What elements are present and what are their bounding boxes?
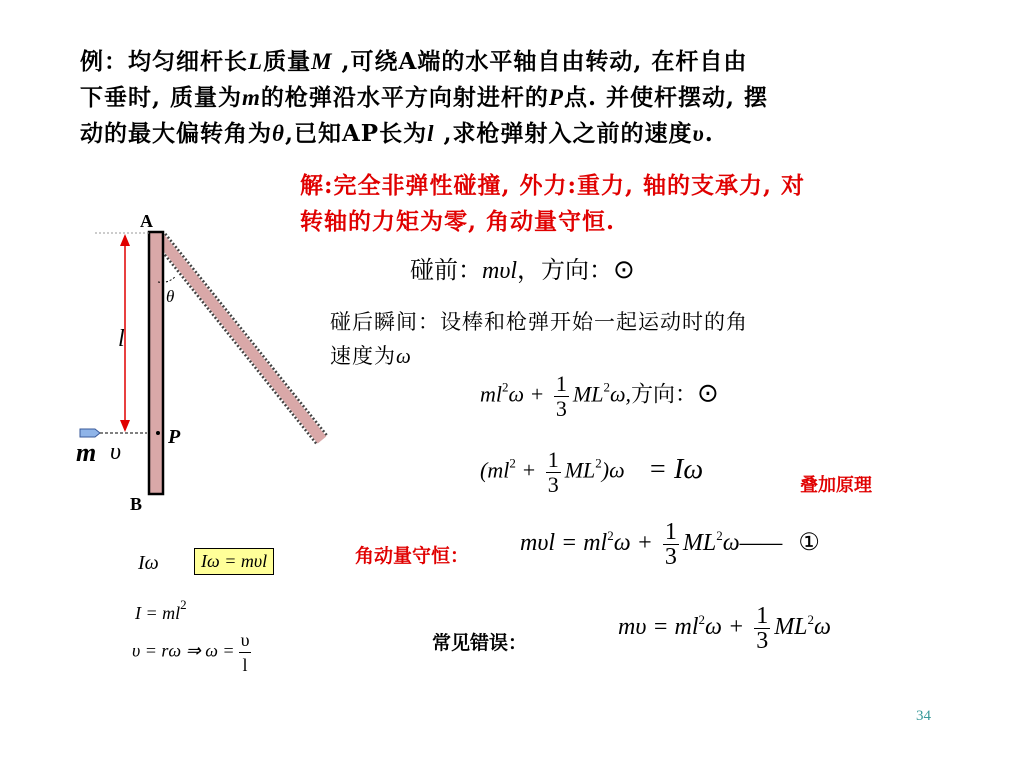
term: υ = rω ⇒ ω =: [132, 640, 235, 661]
term: ω +: [613, 530, 653, 557]
operator: +: [521, 457, 537, 483]
side-note-iw: Iω: [138, 552, 159, 574]
denominator: 3: [547, 472, 559, 497]
term: ml: [480, 381, 502, 407]
direction-label: 方向：: [631, 381, 698, 407]
label-A: A: [140, 211, 153, 231]
numerator: 1: [664, 519, 677, 545]
arrow-up-icon: [120, 234, 130, 246]
label-P: P: [168, 426, 181, 448]
out-of-page-icon: ⊙: [697, 378, 719, 408]
var-l: l: [427, 121, 435, 146]
after-line-1: 碰后瞬间：设棒和枪弹开始一起运动时的角: [330, 310, 748, 334]
text: 下垂时, 质量为: [80, 84, 243, 111]
var-P: P: [548, 85, 564, 110]
bullet-icon: [80, 429, 100, 437]
numerator: 1: [547, 447, 559, 472]
exponent: 2: [603, 379, 610, 395]
text: 例：均匀细杆长: [80, 48, 248, 75]
numerator: 1: [555, 371, 567, 396]
exponent: 2: [502, 379, 509, 395]
before-label: 碰前：: [410, 258, 482, 284]
var-L: L: [248, 49, 264, 74]
term: (ml: [480, 457, 510, 483]
term: ML: [774, 614, 808, 641]
out-of-page-icon: ⊙: [613, 255, 635, 284]
term: ω,: [609, 381, 631, 407]
var-omega: ω: [396, 344, 412, 368]
exponent: 2: [716, 528, 723, 544]
text: 速度为: [330, 344, 396, 368]
exponent: 2: [180, 597, 187, 612]
term: ω——: [722, 530, 783, 557]
var-M: M: [311, 49, 333, 74]
exponent: 2: [698, 612, 706, 628]
before-expr: mυl: [482, 258, 518, 284]
term: ML: [564, 457, 596, 483]
text: .: [704, 120, 714, 147]
text: ,已知AP长为: [284, 120, 428, 147]
text: 质量: [263, 48, 312, 75]
term: ω: [814, 614, 831, 641]
term: mυ = ml: [618, 614, 699, 641]
swung-rod: [160, 238, 322, 440]
solution-line-1: 解:完全非弹性碰撞, 外力:重力, 轴的支承力, 对: [300, 172, 806, 199]
conservation-label: 角动量守恒：: [355, 545, 470, 567]
label-m: m: [76, 438, 97, 467]
term: ω +: [508, 381, 545, 407]
text: ,求枪弹射入之前的速度: [434, 120, 693, 147]
term: ω +: [705, 614, 745, 641]
term: ML: [572, 381, 604, 407]
var-v: υ: [692, 121, 705, 146]
denominator: 3: [555, 396, 567, 421]
exponent: 2: [509, 455, 516, 471]
exponent: 2: [807, 612, 815, 628]
page-number: 34: [916, 708, 931, 724]
denominator: 3: [664, 544, 677, 570]
superposition-label: 叠加原理: [800, 475, 872, 496]
label-v: υ: [110, 439, 122, 465]
exponent: 2: [595, 455, 602, 471]
label-theta: θ: [166, 287, 175, 306]
text: ,可绕A端的水平轴自由转动, 在杆自由: [332, 48, 748, 75]
term: mυl = ml: [520, 530, 608, 557]
term: ML: [682, 530, 717, 557]
var-m: m: [242, 85, 261, 110]
rhs: = Iω: [648, 453, 704, 485]
solution-line-2: 转轴的力矩为零, 角动量守恒.: [300, 208, 616, 235]
var-theta: θ: [272, 121, 285, 146]
vertical-rod: [149, 232, 163, 494]
boxed-equation: Iω = mυl: [194, 548, 274, 575]
point-P-marker: [156, 431, 160, 435]
term: I = ml: [135, 603, 181, 623]
label-B: B: [130, 494, 143, 514]
equation-number: ①: [798, 530, 820, 557]
numerator: υ: [239, 628, 252, 653]
text: 动的最大偏转角为: [80, 120, 272, 147]
exponent: 2: [607, 528, 614, 544]
arrow-down-icon: [120, 420, 130, 432]
common-mistake-label: 常见错误：: [432, 632, 528, 654]
numerator: 1: [756, 603, 769, 629]
text: 点. 并使杆摆动, 摆: [563, 84, 768, 111]
label-l: l: [118, 326, 125, 352]
text: 的枪弹沿水平方向射进杆的: [260, 84, 549, 111]
denominator: 3: [756, 628, 769, 654]
denominator: l: [242, 655, 248, 675]
term: )ω: [601, 457, 625, 483]
direction-label: ，方向：: [517, 258, 614, 284]
